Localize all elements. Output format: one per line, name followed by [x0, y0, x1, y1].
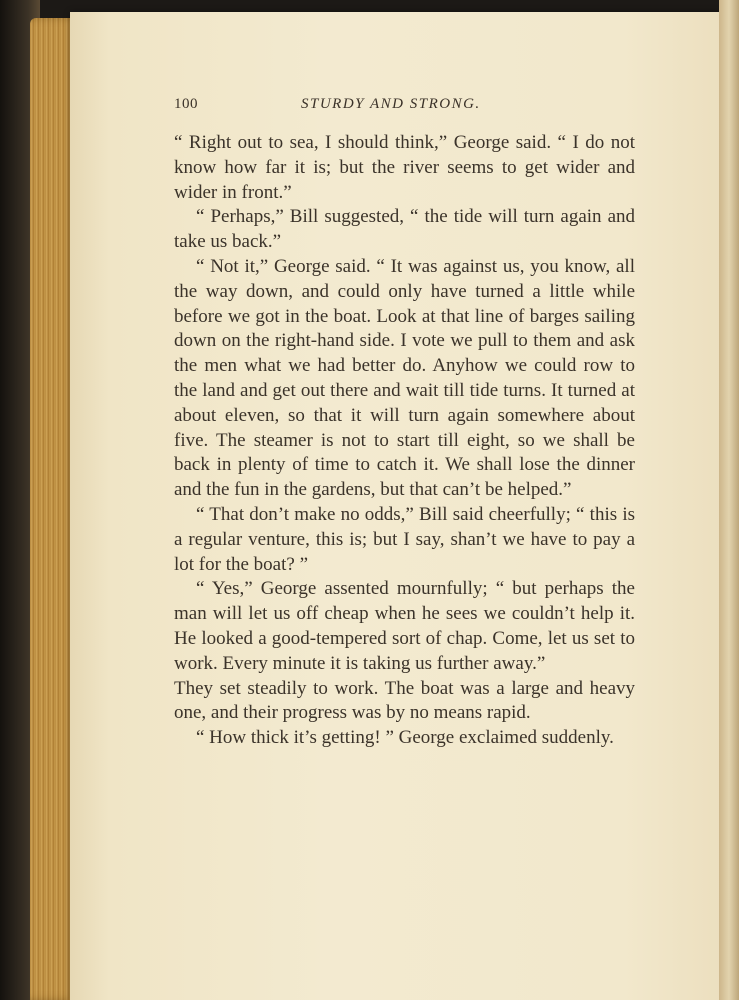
page-header	[174, 96, 634, 118]
running-head: STURDY AND STRONG.	[301, 96, 481, 112]
paragraph: “ That don’t make no odds,” Bill said cheerfully; “ this is a regular venture, this is; but I say, shan’t we have to pay a lot for the boat? ”	[174, 503, 635, 575]
body-text	[174, 131, 635, 751]
paragraph: “ Yes,” George assented mournfully; “ but perhaps the man will let us off cheap when he sees we couldn’t help it. He looked a good-tempered sort of chap. Come, let us set to work. Every minute it is taking us further away.”	[174, 578, 635, 674]
adjacent-page-edge	[719, 0, 739, 1000]
paragraph: “ How thick it’s getting! ” George exclaimed suddenly.	[196, 727, 614, 749]
paragraph: “ Right out to sea, I should think,” George said. “ I do not know how far it is; but the river seems to get wider and wider in front.”	[174, 132, 635, 203]
paragraph: They set steadily to work. The boat was a large and heavy one, and their progress was by no means rapid.	[174, 677, 635, 724]
paragraph: “ Not it,” George said. “ It was against us, you know, all the way down, and could only have turned a little while before we got in the boat. Look at that line of barges sailing down on the right-hand side. I vote we pull to them and ask the men what we had better do. Anyhow we could row to the land and get out there and wait till tide turns. It turned at about eleven, so that it will turn again somewhere about five. The steamer is not to start till eight, so we shall be back in plenty of time to catch it. We shall lose the dinner and the fun in the gardens, but that can’t be helped.”	[174, 255, 635, 501]
page-number: 100	[174, 96, 198, 112]
paragraph: “ Perhaps,” Bill suggested, “ the tide will turn again and take us back.”	[174, 206, 635, 253]
